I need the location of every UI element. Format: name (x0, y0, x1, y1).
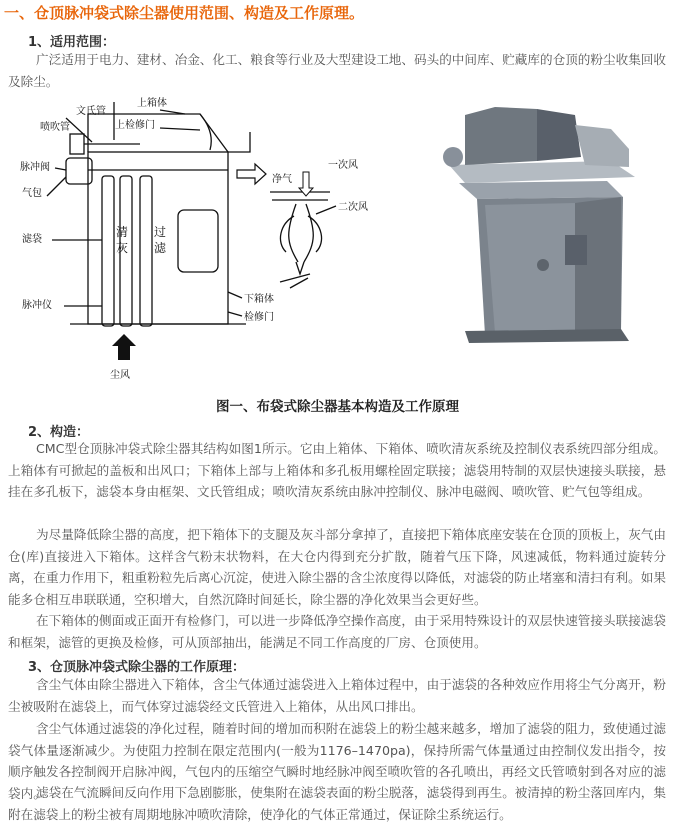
figure-caption: 图一、布袋式除尘器基本构造及工作原理 (216, 399, 459, 415)
page-title: 一、仓顶脉冲袋式除尘器使用范围、构造及工作原理。 (4, 4, 365, 22)
label-filter-1: 过 (154, 225, 167, 239)
paragraph-scope: 广泛适用于电力、建材、冶金、化工、粮食等行业及大型建设工地、码头的中间库、贮藏库的仓顶的粉尘收集回收及除尘。 (8, 52, 666, 89)
dust-collector-photo (425, 95, 670, 345)
label-dust-air: 尘风 (110, 370, 130, 381)
label-secondary-air: 二次风 (338, 202, 368, 213)
filter-bag-3 (140, 176, 152, 326)
label-upper-box: 上箱体 (137, 98, 167, 109)
label-primary-air: 一次风 (328, 160, 358, 171)
paragraph-construction-2: 为尽量降低除尘器的高度，把下箱体下的支腿及灰斗部分拿掉了，直接把下箱体底座安装在仓顶的顶板上，灰气由仓(库)直接进入下箱体。这样含气粉末状物料，在大仓内得到充分扩散，随着气压下降，风速减低，物料通过旋转分离，在重力作用下，粗重粉粒先后离心沉淀，使进入除尘器的含尘浓度得以降低，对滤袋的防止堵塞和清扫有利。如果能多仓相互串联联通，空积增大，自然沉降时间延长，除尘器的净化效果当会更好些。 (8, 527, 666, 607)
label-filter-bag: 滤袋 (22, 234, 42, 245)
label-venturi: 文氏管 (76, 106, 106, 117)
paragraph-principle-1: 含尘气体由除尘器进入下箱体，含尘气体通过滤袋进入上箱体过程中，由于滤袋的各种效应作用将尘气分离开，粉尘被吸附在滤袋上，而气体穿过滤袋经文氏管进入上箱体，从出风口排出。 (8, 677, 666, 714)
label-clean-1: 清 (116, 225, 129, 239)
dust-air-arrow (112, 334, 136, 360)
paragraph-principle-2: 含尘气体通过滤袋的净化过程，随着时间的增加而积附在滤袋上的粉尘越来越多，增加了滤袋的阻力，致使通过滤袋气体量逐渐减少。为使阻力控制在限定范围内(一般为1176–1470pa)，保持所需气体量通过由控制仪发出指令，按顺序触发各控制阀开启脉冲阀，气包内的压缩空气瞬时地经脉冲阀至喷吹管的各孔喷出，再经文氏管喷射到各对应的滤袋内。 (8, 721, 666, 801)
upper-cover (88, 114, 228, 152)
filter-bag-1 (102, 176, 114, 326)
label-clean-2: 灰 (116, 241, 129, 255)
paragraph-principle-3: 滤袋在气流瞬间反向作用下急剧膨胀，使集附在滤袋表面的粉尘脱落，滤袋得到再生。被清掉的粉尘落回库内，集附在滤袋上的粉尘被有周期地脉冲喷吹清除，使净化的气体正常通过，保证除尘系统运行。 (8, 785, 666, 822)
label-blow-pipe: 喷吹管 (40, 122, 70, 133)
section-heading-construction: 2、构造： (28, 425, 90, 440)
label-pulse-valve: 脉冲阀 (20, 162, 50, 173)
pulse-valve-shape (70, 134, 84, 154)
section-heading-scope: 1、适用范围： (28, 35, 116, 50)
label-upper-door: 上检修门 (115, 120, 155, 131)
clean-air-arrow (237, 164, 266, 184)
label-clean-air: 净气 (272, 174, 292, 185)
inspection-door-shape (178, 210, 218, 272)
label-pulse-meter: 脉冲仪 (22, 300, 52, 311)
paragraph-construction-1: CMC型仓顶脉冲袋式除尘器其结构如图1所示。它由上箱体、下箱体、喷吹清灰系统及控制仪表系统四部分组成。上箱体有可掀起的盖板和出风口；下箱体上部与上箱体和多孔板用螺栓固定联接；滤袋用特制的双层快速接头联接，悬挂在多孔板下，滤袋本身由框架、文氏管组成；喷吹清灰系统由脉冲控制仪、脉冲电磁阀、喷吹管、贮气包等组成。 (8, 441, 666, 500)
section-heading-principle: 3、仓顶脉冲袋式除尘器的工作原理： (28, 660, 246, 675)
dust-collector-schematic (10, 92, 420, 392)
label-lower-box: 下箱体 (244, 294, 274, 305)
label-air-bag: 气包 (22, 188, 42, 199)
label-inspect-door: 检修门 (244, 312, 274, 323)
label-filter-2: 滤 (154, 241, 167, 255)
control-box-icon (537, 259, 549, 271)
paragraph-construction-3: 在下箱体的侧面或正面开有检修门，可以进一步降低净空操作高度，由于采用特殊设计的双层快速管接头联接滤袋和框架，滤管的更换及检修，可从顶部抽出，能满足不同工作高度的厂房、仓顶使用。 (8, 613, 666, 650)
